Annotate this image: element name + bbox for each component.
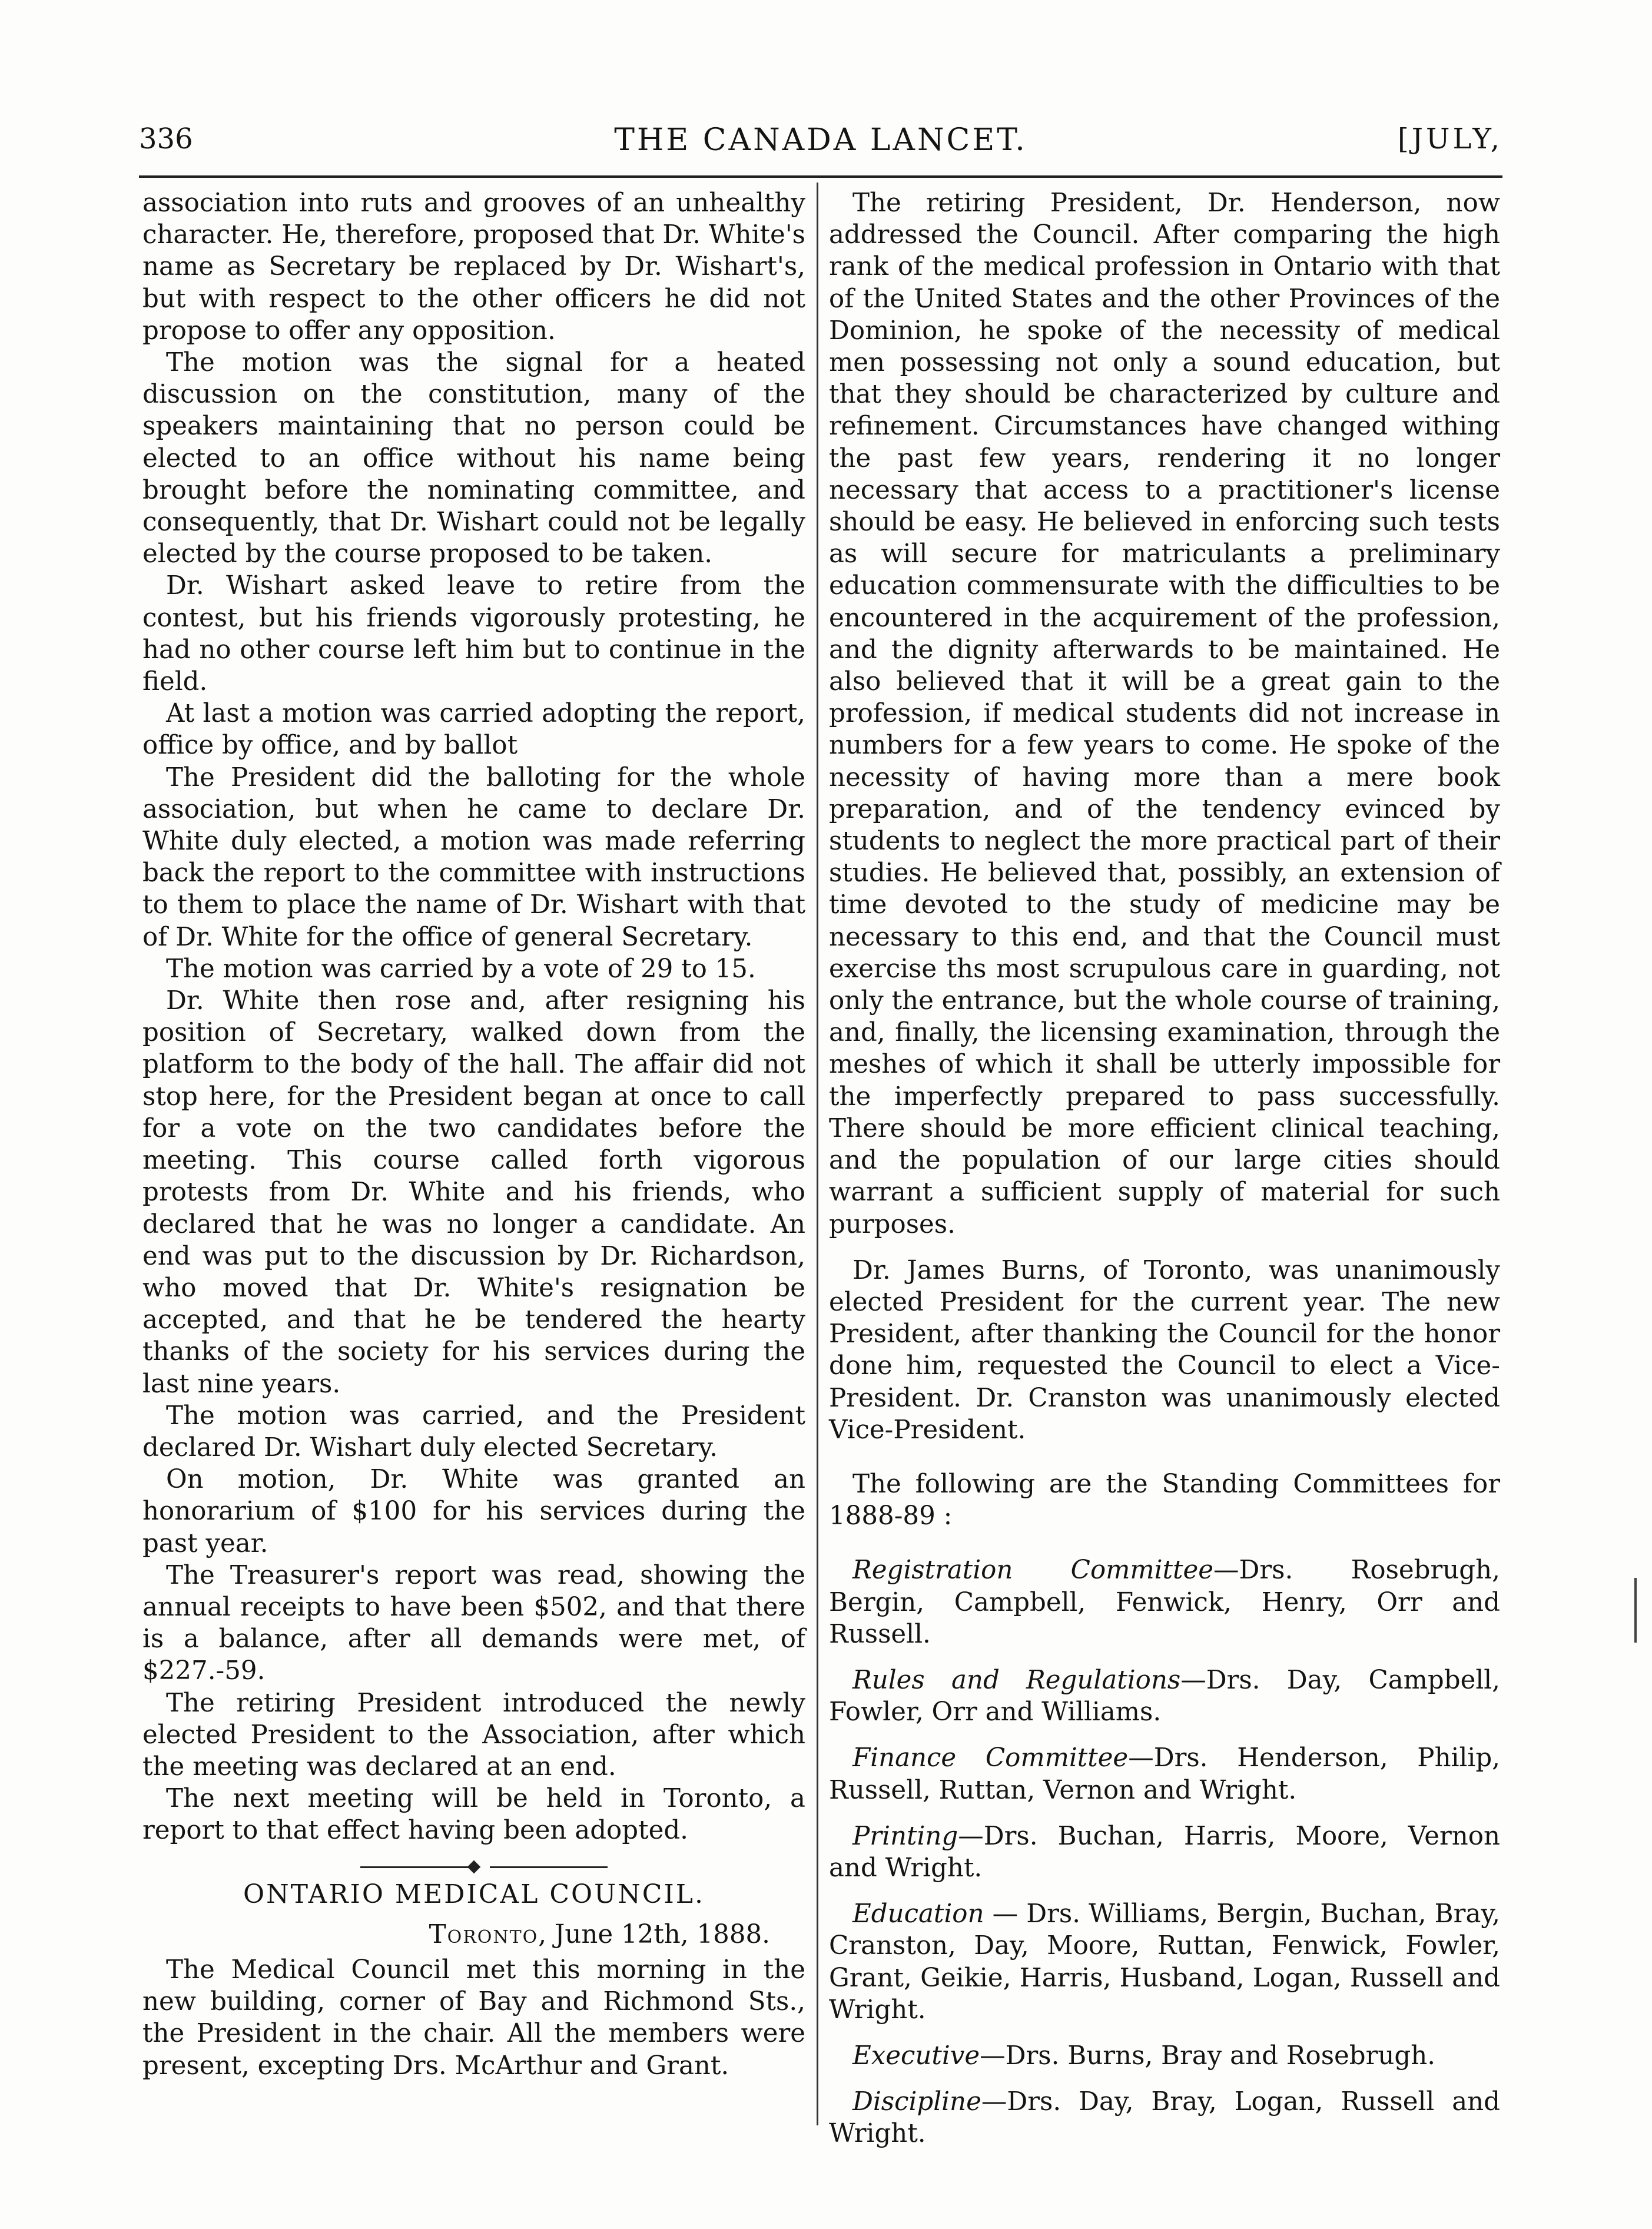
header-rule (139, 175, 1502, 178)
paragraph: On motion, Dr. White was granted an honorarium of $100 for his services during the past year. (142, 1465, 805, 1558)
page-number: 336 (139, 122, 193, 155)
paragraph: The Treasurer's report was read, showing the annual receipts to have been $502, and that there is a balance, after all demands were met, of $227.-59. (142, 1560, 805, 1686)
dateline-date: , June 12th, 1888. (538, 1919, 770, 1949)
committee-entry (829, 2040, 1500, 2072)
paragraph: The following are the Standing Committees for 1888-89 : (829, 1469, 1500, 1531)
committee-entry (829, 1898, 1500, 2026)
ornament-rule (360, 1866, 478, 1868)
left-column (142, 187, 805, 2082)
dateline (142, 1919, 770, 1951)
committee-members: —Drs. Burns, Bray and Rosebrugh. (980, 2041, 1436, 2071)
committee-name: Executive (852, 2041, 980, 2071)
committee-members: —Drs. Henderson, Philip, Russell, Ruttan, Vernon and Wright. (829, 1743, 1501, 1805)
running-month: [JULY, (1398, 122, 1502, 155)
paragraph: Dr. White then rose and, after resigning his position of Secretary, walked down from the platform to the body of the hall. The affair did not stop here, for the President began at once to call for a vote on the two candidates before the meeting. This course called forth vigorous protests from Dr. White and his friends, who declared that he was no longer a candidate. An end was put to the discussion by Dr. Richardson, who moved that Dr. White's resignation be accepted, and that he be tendered the hearty thanks of the society for his services during the last nine years. (142, 986, 805, 1399)
committee-name: Printing (852, 1821, 958, 1851)
committee-entry (829, 1664, 1500, 1728)
paragraph: The retiring President, Dr. Henderson, now addressed the Council. After comparing the high rank of the medical profession in Ontario with that of the United States and the other Provinces of the Dominion, he spoke of the necessity of medical men possessing not only a sound education, but that they should be characterized by culture and refinement. Circumstances have changed withing the past few years, rendering it no longer necessary that access to a practitioner's license should be easy. He believed in enforcing such tests as will secure for matriculants a preliminary education commensurate with the difficulties to be encountered in the acquirement of the profession, and the dignity afterwards to be maintained. He also believed that it will be a great gain to the profession, if medical students did not increase in numbers for a few years to come. He spoke of the necessity of having more than a mere book preparation, and of the tendency evinced by students to neglect the more practical part of their studies. He believed that, possibly, an extension of time devoted to the study of medicine may be necessary to this end, and that the Council must exercise ths most scrupulous care in guarding, not only the entrance, but the whole course of training, and, finally, the licensing examination, through the meshes of which it shall be utterly impossible for the imperfectly prepared to pass successfully. There should be more efficient clinical teaching, and the population of our large cities should warrant a sufficient supply of material for such purposes. (829, 188, 1500, 1239)
paragraph: The motion was carried by a vote of 29 to 15. (166, 954, 756, 984)
paragraph: association into ruts and grooves of an unhealthy character. He, therefore, proposed that Dr. White's name as Secretary be replaced by Dr. Wishart's, but with respect to the other officers he did not propose to offer any opposition. (142, 188, 805, 346)
committee-members: — Drs. Williams, Bergin, Buchan, Bray, Cranston, Day, Moore, Ruttan, Fenwick, Fowler, Grant, Geikie, Harris, Husband, Logan, Russell and Wright. (829, 1899, 1500, 2025)
binding-mark (1634, 1578, 1637, 1643)
section-ornament (142, 1862, 805, 1872)
paragraph: Dr. James Burns, of Toronto, was unanimously elected President for the current year. The new President, after thanking the Council for the honor done him, requested the Council to elect a Vice-President. Dr. Cranston was unanimously elected Vice-President. (829, 1255, 1500, 1445)
paragraph: The motion was the signal for a heated discussion on the constitution, many of the speakers maintaining that no person could be elected to an office without his name being brought before the nominating committee, and consequently, that Dr. Wishart could not be legally elected by the course proposed to be taken. (142, 348, 805, 569)
ornament-rule (490, 1866, 608, 1868)
committee-entry (829, 2086, 1500, 2150)
paragraph: Dr. Wishart asked leave to retire from the contest, but his friends vigorously protesting, he had no other course left him but to continue in the field. (142, 571, 805, 697)
page-header (139, 122, 1502, 175)
committee-members: —Drs. Rosebrugh, Bergin, Campbell, Fenwick, Henry, Orr and Russell. (829, 1555, 1500, 1649)
right-column (829, 187, 1500, 2150)
committee-members: —Drs. Day, Campbell, Fowler, Orr and Williams. (829, 1665, 1501, 1727)
paragraph: The President did the balloting for the whole association, but when he came to declare Dr. White duly elected, a motion was made referring back the report to the committee with instructions to them to place the name of Dr. Wishart with that of Dr. White for the office of general Secretary. (142, 762, 805, 952)
committee-name: Discipline (852, 2087, 981, 2117)
dateline-place: Toronto (429, 1919, 539, 1949)
paragraph: At last a motion was carried adopting the report, office by office, and by ballot (142, 699, 805, 761)
committee-name: Registration Committee (852, 1555, 1214, 1585)
committee-entry (829, 1742, 1500, 1806)
paragraph: The next meeting will be held in Toronto, a report to that effect having been adopted. (142, 1784, 805, 1846)
column-divider (817, 183, 818, 2125)
committee-members: —Drs. Buchan, Harris, Moore, Vernon and Wright. (829, 1821, 1500, 1883)
committee-name: Rules and Regulations (852, 1665, 1181, 1695)
committee-name: Finance Committee (852, 1743, 1129, 1773)
committee-members: —Drs. Day, Bray, Logan, Russell and Wright. (829, 2087, 1500, 2149)
paragraph: The Medical Council met this morning in the new building, corner of Bay and Richmond Sts., the President in the chair. All the members were present, excepting Drs. McArthur and Grant. (142, 1955, 805, 2081)
ornament-diamond (467, 1860, 481, 1873)
section-heading: ONTARIO MEDICAL COUNCIL. (243, 1879, 705, 1909)
running-title: THE CANADA LANCET. (614, 122, 1027, 158)
committee-name: Education (852, 1899, 984, 1929)
paragraph: The retiring President introduced the newly elected President to the Association, after which the meeting was declared at an end. (142, 1688, 805, 1782)
committee-entry (829, 1820, 1500, 1884)
committee-entry (829, 1554, 1500, 1650)
paragraph: The motion was carried, and the President declared Dr. Wishart duly elected Secretary. (142, 1401, 805, 1462)
